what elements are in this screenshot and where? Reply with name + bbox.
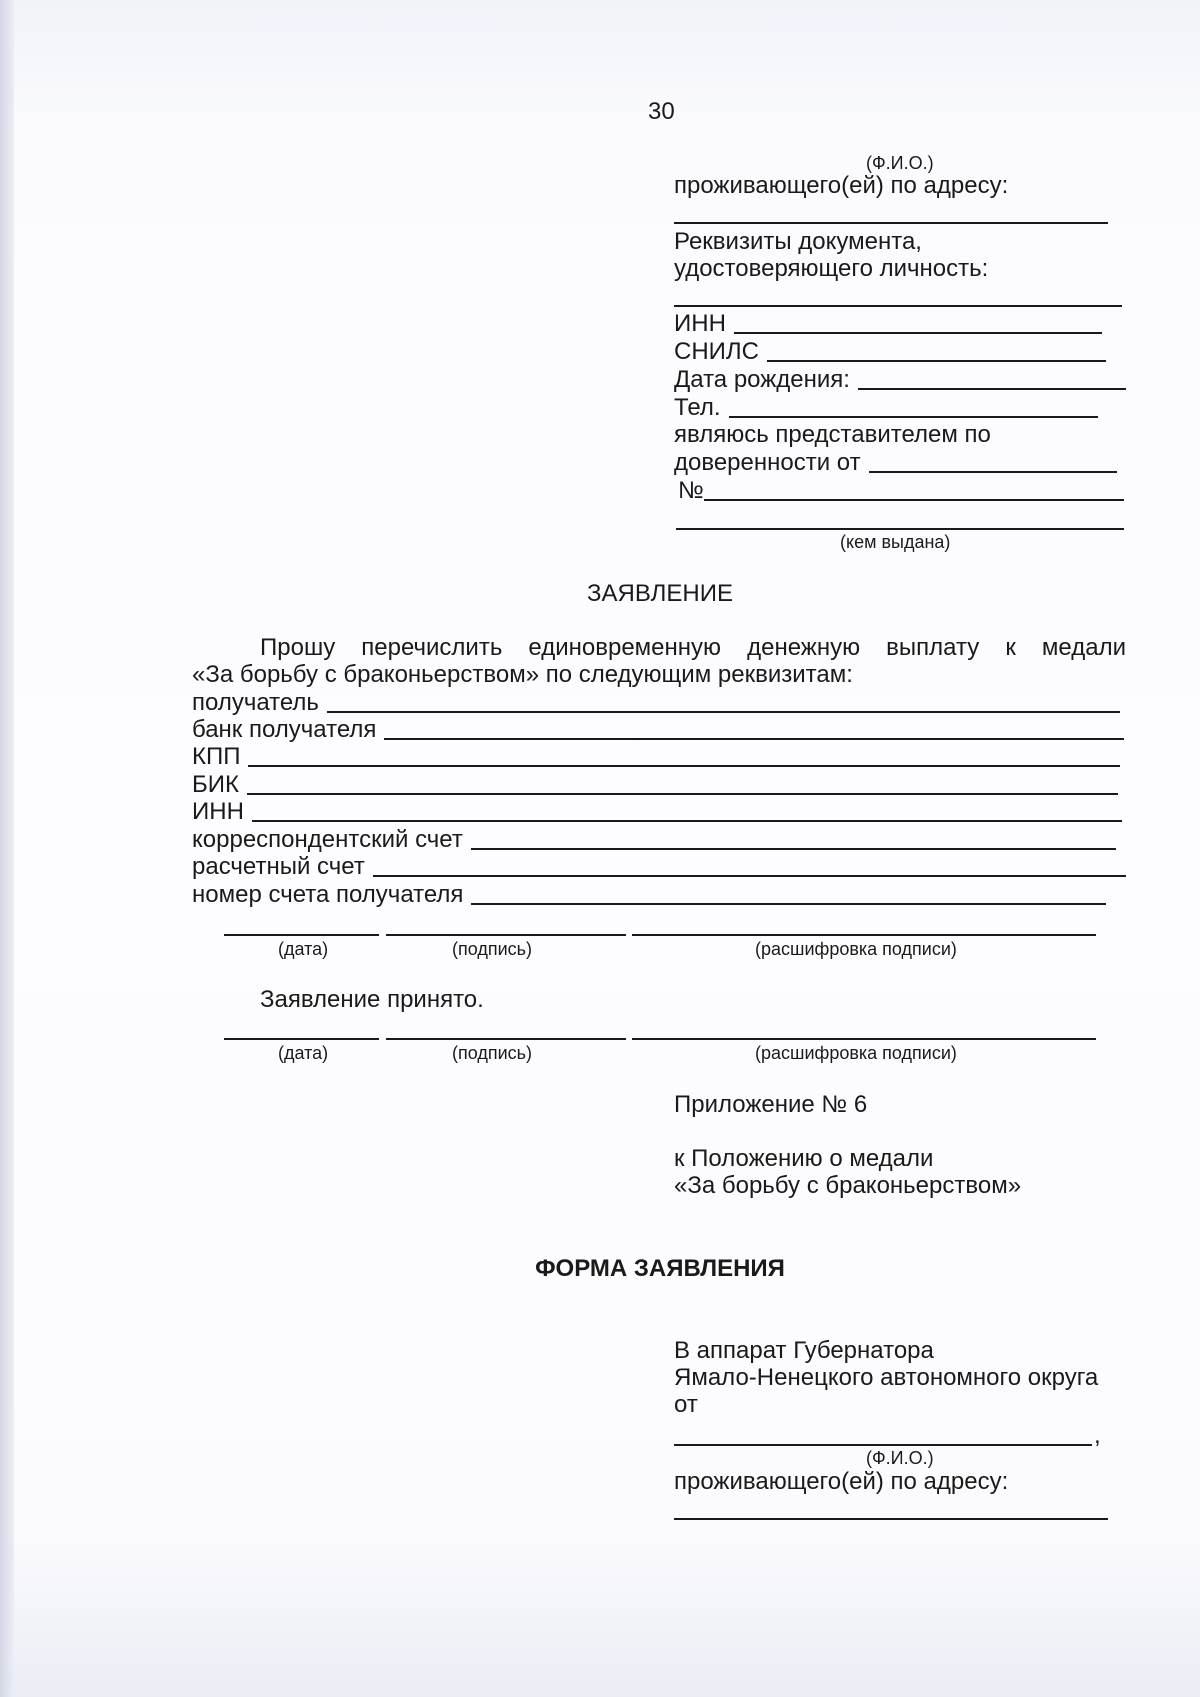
- id-doc-line1: Реквизиты документа,: [674, 228, 922, 255]
- field-label: ИНН: [192, 798, 244, 825]
- signature-caption-2: (подпись): [452, 1043, 533, 1063]
- signature-line-1[interactable]: [386, 934, 626, 936]
- statement-title: ЗАЯВЛЕНИЕ: [587, 580, 733, 607]
- form-fio-line[interactable]: [674, 1444, 1092, 1446]
- field-label: корреспондентский счет: [192, 826, 463, 853]
- appendix-ref-line1: к Положению о медали: [674, 1145, 934, 1172]
- snils-row[interactable]: [674, 338, 1106, 366]
- field-fill[interactable]: [384, 738, 1124, 740]
- address-line-top[interactable]: [674, 222, 1108, 224]
- fio-caption-top: (Ф.И.О.): [866, 153, 934, 173]
- signature-line-2[interactable]: [386, 1038, 626, 1040]
- form-fio-caption: (Ф.И.О.): [866, 1448, 934, 1468]
- field-row-settlement-account[interactable]: [192, 853, 1126, 881]
- field-fill[interactable]: [248, 765, 1120, 767]
- form-address-label: проживающего(ей) по адресу:: [674, 1468, 1009, 1495]
- date-caption-2: (дата): [278, 1043, 329, 1063]
- rep-line1: являюсь представителем по: [674, 421, 991, 448]
- phone-fill[interactable]: [729, 416, 1098, 418]
- phone-row[interactable]: [674, 394, 1098, 422]
- inn-label-top: ИНН: [674, 310, 726, 337]
- form-fio-comma: ,: [1094, 1422, 1101, 1449]
- scan-edge: [0, 0, 14, 1697]
- rep-line2: доверенности от: [674, 449, 861, 476]
- form-address-line[interactable]: [674, 1518, 1108, 1520]
- form-addr-line3: от: [674, 1391, 698, 1418]
- birth-row[interactable]: [674, 366, 1126, 394]
- proxy-date-fill[interactable]: [869, 471, 1117, 473]
- field-row-recipient-account[interactable]: [192, 881, 1106, 909]
- field-label: расчетный счет: [192, 853, 365, 880]
- issued-by-caption: (кем выдана): [840, 532, 951, 552]
- field-row-bank[interactable]: [192, 716, 1124, 744]
- field-row-inn[interactable]: [192, 798, 1122, 826]
- birth-label: Дата рождения:: [674, 366, 850, 393]
- statement-para-line1: Прошу перечислить единовременную денежную выплату к медали: [260, 634, 1126, 661]
- field-fill[interactable]: [471, 903, 1106, 905]
- inn-row-top[interactable]: [674, 310, 1102, 338]
- field-fill[interactable]: [252, 820, 1122, 822]
- accepted-text: Заявление принято.: [260, 986, 484, 1013]
- snils-fill[interactable]: [767, 360, 1106, 362]
- form-addr-line1: В аппарат Губернатора: [674, 1337, 934, 1364]
- field-row-corr-account[interactable]: [192, 826, 1116, 854]
- inn-fill-top[interactable]: [734, 332, 1102, 334]
- field-label: КПП: [192, 743, 241, 770]
- field-fill[interactable]: [327, 711, 1120, 713]
- field-label: получатель: [192, 689, 319, 716]
- field-label: номер счета получателя: [192, 881, 464, 908]
- appendix-ref-line2: «За борьбу с браконьерством»: [674, 1172, 1022, 1199]
- number-label: №: [678, 477, 704, 504]
- form-addr-line2: Ямало-Ненецкого автономного округа: [674, 1364, 1099, 1391]
- appendix-title: Приложение № 6: [674, 1091, 868, 1118]
- field-fill[interactable]: [373, 875, 1126, 877]
- statement-para-line2: «За борьбу с браконьерством» по следующим реквизитам:: [192, 661, 853, 688]
- form-title: ФОРМА ЗАЯВЛЕНИЯ: [535, 1255, 785, 1282]
- issued-by-line[interactable]: [676, 528, 1124, 530]
- date-caption-1: (дата): [278, 939, 329, 959]
- birth-fill[interactable]: [858, 388, 1126, 390]
- field-row-bik[interactable]: [192, 771, 1118, 799]
- date-line-2[interactable]: [224, 1038, 379, 1040]
- id-doc-line[interactable]: [674, 305, 1122, 307]
- proxy-date-row[interactable]: [674, 449, 1117, 477]
- field-row-recipient[interactable]: [192, 689, 1120, 717]
- field-fill[interactable]: [471, 848, 1116, 850]
- page-number: 30: [648, 98, 675, 125]
- address-label-top: проживающего(ей) по адресу:: [674, 172, 1009, 199]
- date-line-1[interactable]: [224, 934, 379, 936]
- field-row-kpp[interactable]: [192, 743, 1120, 771]
- id-doc-line2: удостоверяющего личность:: [674, 255, 989, 282]
- proxy-number-fill[interactable]: [704, 499, 1124, 501]
- decoding-line-2[interactable]: [632, 1038, 1096, 1040]
- field-label: БИК: [192, 771, 239, 798]
- field-fill[interactable]: [247, 793, 1118, 795]
- decoding-caption-2: (расшифровка подписи): [755, 1043, 957, 1063]
- phone-label: Тел.: [674, 394, 721, 421]
- decoding-line-1[interactable]: [632, 934, 1096, 936]
- snils-label: СНИЛС: [674, 338, 759, 365]
- field-label: банк получателя: [192, 716, 377, 743]
- decoding-caption-1: (расшифровка подписи): [755, 939, 957, 959]
- proxy-number-row[interactable]: [678, 477, 1124, 505]
- signature-caption-1: (подпись): [452, 939, 533, 959]
